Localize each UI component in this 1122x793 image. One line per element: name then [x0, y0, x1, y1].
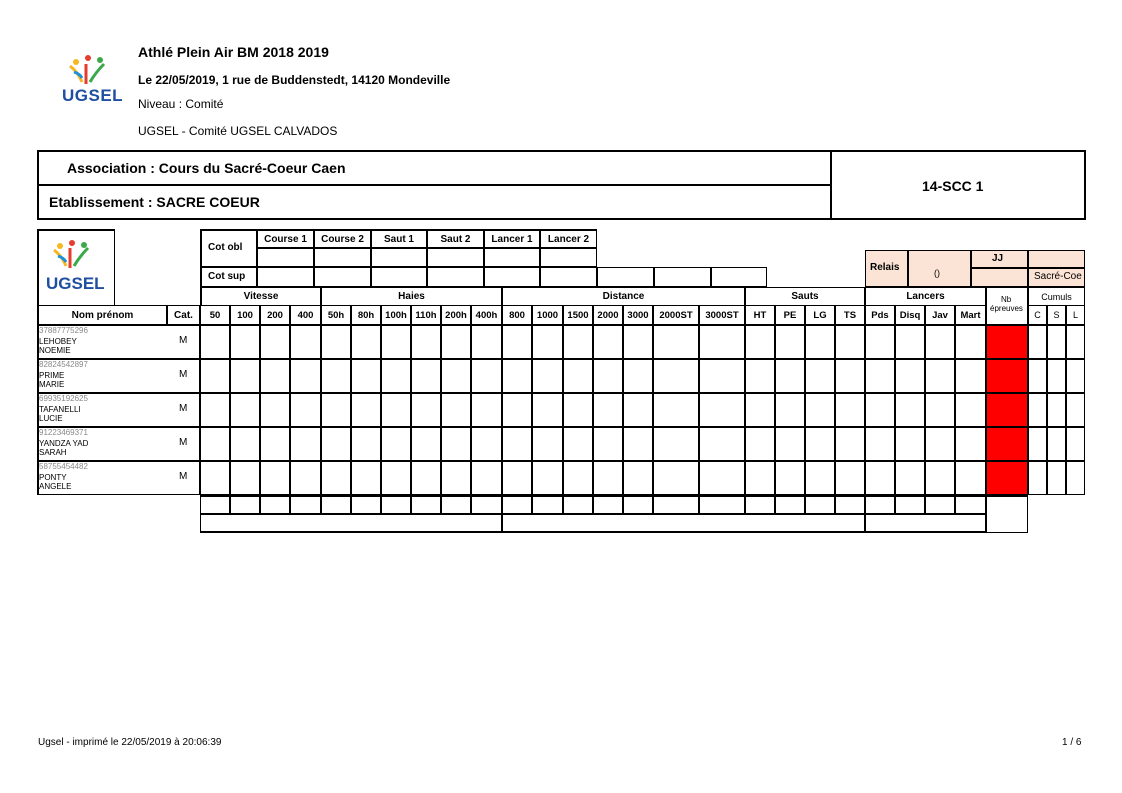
- total-cell: [200, 495, 230, 514]
- athlete-licence: 91223469371: [39, 428, 88, 437]
- result-cell[interactable]: [805, 393, 835, 427]
- result-cell[interactable]: [805, 325, 835, 359]
- result-cell[interactable]: [835, 359, 865, 393]
- col-event-400: 400: [290, 305, 321, 325]
- col-event-ht: HT: [745, 305, 775, 325]
- athlete-cat: M: [179, 471, 188, 482]
- result-cell[interactable]: [502, 359, 532, 393]
- result-cell[interactable]: [200, 325, 230, 359]
- total-cell: [471, 495, 502, 514]
- cumul-cell: [1028, 359, 1047, 393]
- total-cell: [865, 495, 895, 514]
- total-cell: [775, 495, 805, 514]
- result-cell[interactable]: [441, 325, 471, 359]
- result-cell[interactable]: [411, 427, 441, 461]
- nb-epreuves-cell: [986, 325, 1028, 359]
- choice-course-1: Course 1: [257, 229, 314, 248]
- result-cell[interactable]: [200, 427, 230, 461]
- total-cell: [593, 495, 623, 514]
- result-cell[interactable]: [471, 325, 502, 359]
- athlete-licence: 37887775296: [39, 326, 88, 335]
- col-event-400h: 400h: [471, 305, 502, 325]
- result-cell[interactable]: [699, 461, 745, 495]
- result-cell[interactable]: [471, 393, 502, 427]
- result-cell[interactable]: [699, 359, 745, 393]
- col-nom-prenom: Nom prénom: [37, 305, 167, 325]
- athlete-licence: 82824542897: [39, 360, 88, 369]
- result-cell[interactable]: [593, 325, 623, 359]
- result-cell[interactable]: [290, 461, 321, 495]
- result-cell[interactable]: [563, 359, 593, 393]
- col-event-50: 50: [200, 305, 230, 325]
- total-cell: [260, 495, 290, 514]
- athlete-first-name: LUCIE: [39, 414, 63, 423]
- total-cell: [381, 495, 411, 514]
- cot-sup-label: Cot sup: [208, 271, 246, 282]
- cumul-cell: [1047, 325, 1066, 359]
- result-cell[interactable]: [593, 393, 623, 427]
- athlete-cat: M: [179, 403, 188, 414]
- choice-saut-2: Saut 2: [427, 229, 484, 248]
- result-cell[interactable]: [321, 393, 351, 427]
- col-event-3000st: 3000ST: [699, 305, 745, 325]
- result-cell[interactable]: [745, 325, 775, 359]
- col-cumul-s: S: [1047, 305, 1066, 325]
- result-cell[interactable]: [381, 359, 411, 393]
- result-cell[interactable]: [865, 359, 895, 393]
- choice-cell: [484, 248, 540, 267]
- result-cell[interactable]: [775, 461, 805, 495]
- meeting-level: Niveau : Comité: [138, 97, 224, 111]
- col-event-800: 800: [502, 305, 532, 325]
- result-cell[interactable]: [955, 461, 986, 495]
- result-cell[interactable]: [653, 393, 699, 427]
- cot-sup-value: [371, 267, 427, 287]
- col-event-80h: 80h: [351, 305, 381, 325]
- result-cell[interactable]: [260, 461, 290, 495]
- result-cell[interactable]: [895, 427, 925, 461]
- result-cell[interactable]: [563, 393, 593, 427]
- cot-sup-value: [314, 267, 371, 287]
- nb-epreuves-cell: [986, 359, 1028, 393]
- team-box-hline: [37, 184, 832, 186]
- result-cell[interactable]: [502, 427, 532, 461]
- result-cell[interactable]: [381, 325, 411, 359]
- result-cell[interactable]: [290, 325, 321, 359]
- result-cell[interactable]: [865, 427, 895, 461]
- total-cell: [502, 495, 532, 514]
- col-event-2000st: 2000ST: [653, 305, 699, 325]
- athlete-licence: 69935192625: [39, 394, 88, 403]
- cumul-cell: [1047, 461, 1066, 495]
- result-cell[interactable]: [699, 427, 745, 461]
- cot-sup-value: [427, 267, 484, 287]
- choice-course-2: Course 2: [314, 229, 371, 248]
- result-cell[interactable]: [925, 325, 955, 359]
- athlete-cat: M: [179, 335, 188, 346]
- result-cell[interactable]: [321, 359, 351, 393]
- result-cell[interactable]: [865, 461, 895, 495]
- total-nb-cell: [986, 495, 1028, 533]
- total-cell: [411, 495, 441, 514]
- group-vitesse: Vitesse: [200, 287, 321, 306]
- result-cell[interactable]: [593, 461, 623, 495]
- col-event-1500: 1500: [563, 305, 593, 325]
- total-cell: [230, 495, 260, 514]
- result-cell[interactable]: [351, 427, 381, 461]
- club-short-header: [1028, 250, 1085, 268]
- result-cell[interactable]: [200, 461, 230, 495]
- result-cell[interactable]: [381, 393, 411, 427]
- result-cell[interactable]: [532, 393, 563, 427]
- result-cell[interactable]: [925, 427, 955, 461]
- cot-sup-value: [257, 267, 314, 287]
- ugsel-logo-icon: [46, 238, 110, 278]
- result-cell[interactable]: [230, 359, 260, 393]
- result-cell[interactable]: [835, 325, 865, 359]
- result-cell[interactable]: [411, 325, 441, 359]
- col-event-3000: 3000: [623, 305, 653, 325]
- result-cell[interactable]: [260, 325, 290, 359]
- result-cell[interactable]: [532, 325, 563, 359]
- result-cell[interactable]: [805, 427, 835, 461]
- result-cell[interactable]: [955, 325, 986, 359]
- result-cell[interactable]: [865, 393, 895, 427]
- grid-logo: [46, 238, 110, 298]
- result-cell[interactable]: [623, 427, 653, 461]
- epreuves-label: épreuves: [990, 304, 1023, 313]
- result-cell[interactable]: [563, 427, 593, 461]
- cot-sup-value: [484, 267, 540, 287]
- result-cell[interactable]: [471, 427, 502, 461]
- total-cell: [835, 495, 865, 514]
- athlete-licence: 58755454482: [39, 462, 88, 471]
- group-distance: Distance: [502, 287, 745, 306]
- nb-label: Nb: [1001, 295, 1012, 304]
- cumul-cell: [1066, 393, 1085, 427]
- cumul-cell: [1066, 461, 1085, 495]
- result-cell[interactable]: [471, 461, 502, 495]
- relais-value: (): [934, 268, 940, 278]
- athlete-last-name: PONTY: [39, 473, 67, 482]
- result-cell[interactable]: [955, 393, 986, 427]
- grid-logo-text: UGSEL: [46, 274, 105, 293]
- result-cell[interactable]: [321, 427, 351, 461]
- result-cell[interactable]: [699, 393, 745, 427]
- club-short-label: Sacré-Coe: [1034, 271, 1082, 282]
- nb-epreuves-cell: [986, 461, 1028, 495]
- total-cell: [955, 495, 986, 514]
- result-cell[interactable]: [835, 461, 865, 495]
- footer-printed: Ugsel - imprimé le 22/05/2019 à 20:06:39: [38, 737, 222, 748]
- result-cell[interactable]: [895, 325, 925, 359]
- result-cell[interactable]: [653, 325, 699, 359]
- result-cell[interactable]: [745, 359, 775, 393]
- result-cell[interactable]: [955, 427, 986, 461]
- result-cell[interactable]: [805, 359, 835, 393]
- cumul-cell: [1066, 427, 1085, 461]
- choice-lancer-2: Lancer 2: [540, 229, 597, 248]
- choice-cell: [257, 248, 314, 267]
- result-cell[interactable]: [502, 393, 532, 427]
- result-cell[interactable]: [502, 461, 532, 495]
- team-code: 14-SCC 1: [922, 178, 984, 194]
- col-event-100: 100: [230, 305, 260, 325]
- col-event-ts: TS: [835, 305, 865, 325]
- result-cell[interactable]: [775, 427, 805, 461]
- result-cell[interactable]: [441, 461, 471, 495]
- col-event-100h: 100h: [381, 305, 411, 325]
- result-cell[interactable]: [895, 359, 925, 393]
- total-group-cell: [502, 514, 865, 533]
- result-cell[interactable]: [532, 359, 563, 393]
- choice-saut-1: Saut 1: [371, 229, 427, 248]
- total-cell: [351, 495, 381, 514]
- choice-cell: [314, 248, 371, 267]
- result-cell[interactable]: [653, 461, 699, 495]
- result-cell[interactable]: [441, 427, 471, 461]
- col-event-200h: 200h: [441, 305, 471, 325]
- total-group-cell: [865, 514, 986, 533]
- cumul-cell: [1028, 461, 1047, 495]
- athlete-last-name: PRIME: [39, 371, 65, 380]
- result-cell[interactable]: [623, 461, 653, 495]
- jj-label: JJ: [992, 253, 1004, 264]
- result-cell[interactable]: [411, 461, 441, 495]
- choice-cell: [540, 248, 597, 267]
- result-cell[interactable]: [351, 393, 381, 427]
- cumul-cell: [1028, 325, 1047, 359]
- result-cell[interactable]: [321, 461, 351, 495]
- logo-text: UGSEL: [62, 86, 124, 105]
- result-cell[interactable]: [835, 393, 865, 427]
- result-cell[interactable]: [411, 359, 441, 393]
- association-label: Association : Cours du Sacré-Coeur Caen: [67, 160, 346, 176]
- athlete-first-name: MARIE: [39, 380, 65, 389]
- result-cell[interactable]: [260, 427, 290, 461]
- result-cell[interactable]: [321, 325, 351, 359]
- col-event-50h: 50h: [321, 305, 351, 325]
- result-cell[interactable]: [653, 359, 699, 393]
- result-cell[interactable]: [925, 393, 955, 427]
- result-cell[interactable]: [745, 393, 775, 427]
- total-cell: [532, 495, 563, 514]
- result-cell[interactable]: [593, 427, 623, 461]
- result-cell[interactable]: [925, 461, 955, 495]
- result-cell[interactable]: [411, 393, 441, 427]
- choice-lancer-1: Lancer 1: [484, 229, 540, 248]
- result-cell[interactable]: [351, 461, 381, 495]
- result-cell[interactable]: [381, 427, 411, 461]
- meeting-committee: UGSEL - Comité UGSEL CALVADOS: [138, 124, 338, 138]
- footer-page: 1 / 6: [1062, 737, 1082, 748]
- col-event-lg: LG: [805, 305, 835, 325]
- cot-sup-value: [654, 267, 711, 287]
- result-cell[interactable]: [230, 325, 260, 359]
- relais-label: Relais: [870, 262, 900, 273]
- result-cell[interactable]: [502, 325, 532, 359]
- result-cell[interactable]: [955, 359, 986, 393]
- total-cell: [745, 495, 775, 514]
- result-cell[interactable]: [441, 393, 471, 427]
- athlete-first-name: ANGELE: [39, 482, 72, 491]
- col-cat: Cat.: [167, 305, 200, 325]
- result-cell[interactable]: [895, 393, 925, 427]
- cot-sup-value: [711, 267, 767, 287]
- athlete-last-name: YANDZA YAD: [39, 439, 89, 448]
- header-logo: [62, 52, 126, 108]
- result-cell[interactable]: [775, 393, 805, 427]
- result-cell[interactable]: [351, 359, 381, 393]
- result-cell[interactable]: [623, 325, 653, 359]
- col-event-disq: Disq: [895, 305, 925, 325]
- cumul-cell: [1066, 325, 1085, 359]
- athlete-first-name: SARAH: [39, 448, 67, 457]
- result-cell[interactable]: [471, 359, 502, 393]
- result-cell[interactable]: [805, 461, 835, 495]
- result-cell[interactable]: [623, 393, 653, 427]
- result-cell[interactable]: [699, 325, 745, 359]
- group-sauts: Sauts: [745, 287, 865, 306]
- result-cell[interactable]: [775, 359, 805, 393]
- result-cell[interactable]: [260, 359, 290, 393]
- result-cell[interactable]: [290, 393, 321, 427]
- result-cell[interactable]: [260, 393, 290, 427]
- col-event-pe: PE: [775, 305, 805, 325]
- group-cumuls: Cumuls: [1028, 287, 1085, 306]
- result-cell[interactable]: [653, 427, 699, 461]
- col-event-pds: Pds: [865, 305, 895, 325]
- cumul-cell: [1047, 393, 1066, 427]
- result-cell[interactable]: [563, 325, 593, 359]
- col-event-mart: Mart: [955, 305, 986, 325]
- total-cell: [290, 495, 321, 514]
- result-cell[interactable]: [230, 427, 260, 461]
- cumul-cell: [1047, 359, 1066, 393]
- result-cell[interactable]: [351, 325, 381, 359]
- result-cell[interactable]: [593, 359, 623, 393]
- col-event-200: 200: [260, 305, 290, 325]
- result-cell[interactable]: [200, 393, 230, 427]
- total-group-cell: [200, 514, 502, 533]
- result-cell[interactable]: [381, 461, 411, 495]
- cot-sup-value: [597, 267, 654, 287]
- group-lancers: Lancers: [865, 287, 986, 306]
- total-cell: [321, 495, 351, 514]
- result-cell[interactable]: [230, 461, 260, 495]
- cumul-cell: [1047, 427, 1066, 461]
- athlete-cat: M: [179, 369, 188, 380]
- total-cell: [563, 495, 593, 514]
- cumul-cell: [1028, 393, 1047, 427]
- athlete-last-name: TAFANELLI: [39, 405, 81, 414]
- nb-epreuves-cell: [986, 427, 1028, 461]
- athlete-cat: M: [179, 437, 188, 448]
- group-haies: Haies: [321, 287, 502, 306]
- choice-cell: [427, 248, 484, 267]
- total-cell: [895, 495, 925, 514]
- result-cell[interactable]: [563, 461, 593, 495]
- result-cell[interactable]: [623, 359, 653, 393]
- col-event-2000: 2000: [593, 305, 623, 325]
- nb-epreuves-cell: [986, 393, 1028, 427]
- result-cell[interactable]: [895, 461, 925, 495]
- result-cell[interactable]: [865, 325, 895, 359]
- result-cell[interactable]: [532, 461, 563, 495]
- result-cell[interactable]: [290, 427, 321, 461]
- total-cell: [805, 495, 835, 514]
- choice-cell: [371, 248, 427, 267]
- result-cell[interactable]: [290, 359, 321, 393]
- meeting-location: Le 22/05/2019, 1 rue de Buddenstedt, 14120 Mondeville: [138, 73, 451, 87]
- etablissement-label: Etablissement : SACRE COEUR: [49, 194, 260, 210]
- total-cell: [623, 495, 653, 514]
- col-event-1000: 1000: [532, 305, 563, 325]
- result-cell[interactable]: [441, 359, 471, 393]
- cumul-cell: [1066, 359, 1085, 393]
- result-cell[interactable]: [745, 461, 775, 495]
- result-cell[interactable]: [775, 325, 805, 359]
- total-cell: [653, 495, 699, 514]
- col-event-110h: 110h: [411, 305, 441, 325]
- result-cell[interactable]: [925, 359, 955, 393]
- result-cell[interactable]: [230, 393, 260, 427]
- col-event-jav: Jav: [925, 305, 955, 325]
- result-cell[interactable]: [835, 427, 865, 461]
- cot-sup-value: [540, 267, 597, 287]
- col-cumul-l: L: [1066, 305, 1085, 325]
- jj-value-cell: [971, 268, 1028, 287]
- athlete-first-name: NOEMIE: [39, 346, 71, 355]
- meeting-title: Athlé Plein Air BM 2018 2019: [138, 44, 329, 60]
- cot-obl-label: Cot obl: [208, 242, 243, 253]
- result-cell[interactable]: [745, 427, 775, 461]
- total-cell: [925, 495, 955, 514]
- athlete-last-name: LEHOBEY: [39, 337, 77, 346]
- total-cell: [699, 495, 745, 514]
- col-cumul-c: C: [1028, 305, 1047, 325]
- cumul-cell: [1028, 427, 1047, 461]
- result-cell[interactable]: [532, 427, 563, 461]
- result-cell[interactable]: [200, 359, 230, 393]
- total-cell: [441, 495, 471, 514]
